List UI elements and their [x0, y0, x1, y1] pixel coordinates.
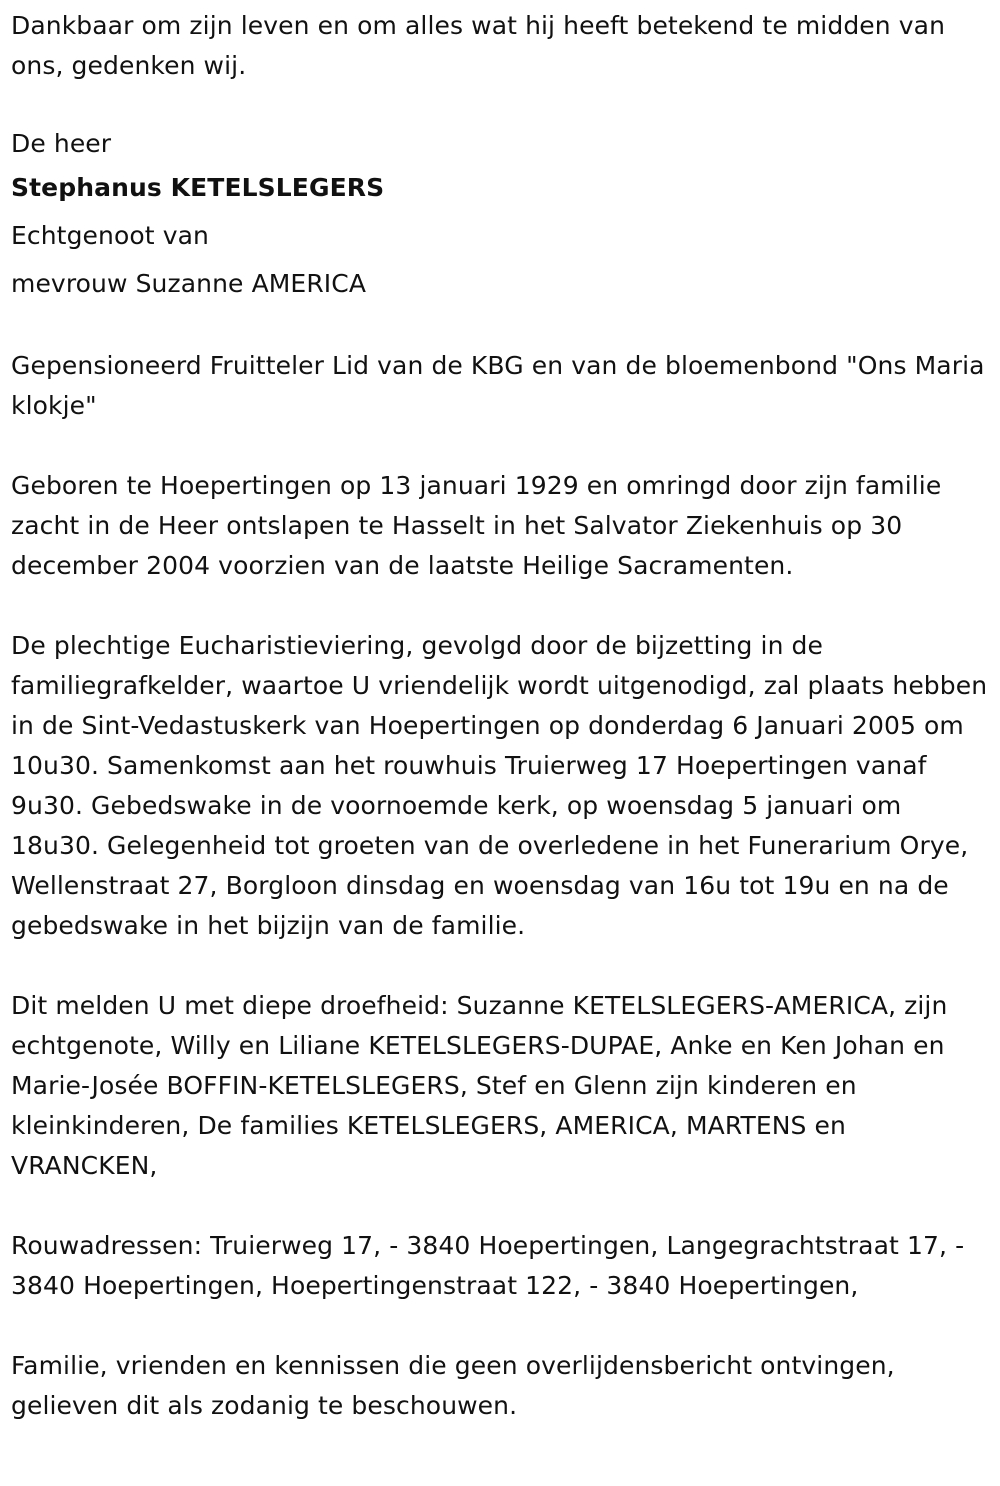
deceased-name: Stephanus KETELSLEGERS — [11, 173, 385, 202]
birth-death-paragraph: Geboren te Hoepertingen op 13 januari 1929 en omringd door zijn familie zacht in de Heer ontslapen te Hasselt in het Salvator Ziekenhuis op 30 december 2004 voorzien van de laatste Heilige Sacramenten. — [11, 471, 942, 580]
addresses-paragraph: Rouwadressen: Truierweg 17, - 3840 Hoepertingen, Langegrachtstraat 17, - 3840 Hoepertingen, Hoepertingenstraat 122, - 3840 Hoepertingen, — [11, 1231, 965, 1300]
intro-paragraph: Dankbaar om zijn leven en om alles wat hij heeft betekend te midden van ons, gedenken wij. — [11, 11, 946, 80]
closing-paragraph: Familie, vrienden en kennissen die geen overlijdensbericht ontvingen, gelieven dit als zodanig te beschouwen. — [11, 1351, 895, 1420]
spouse-name: mevrouw Suzanne AMERICA — [11, 269, 367, 298]
ceremony-paragraph: De plechtige Eucharistieviering, gevolgd door de bijzetting in de familiegrafkelder, waartoe U vriendelijk wordt uitgenodigd, zal plaats hebben in de Sint-Vedastuskerk van Hoepertingen op donderdag 6 Januari 2005 om 10u30. Samenkomst aan het rouwhuis Truierweg 17 Hoepertingen vanaf 9u30. Gebedswake in de voornoemde kerk, op woensdag 5 januari om 18u30. Gelegenheid tot groeten van de overledene in het Funerarium Orye, Wellenstraat 27, Borgloon dinsdag en woensdag van 16u tot 19u en na de gebedswake in het bijzijn van de familie. — [11, 631, 988, 940]
family-paragraph: Dit melden U met diepe droefheid: Suzanne KETELSLEGERS-AMERICA, zijn echtgenote, Willy en Liliane KETELSLEGERS-DUPAE, Anke en Ken Johan en Marie-Josée BOFFIN-KETELSLEGERS, Stef en Glenn zijn kinderen en kleinkinderen, De families KETELSLEGERS, AMERICA, MARTENS en VRANCKEN, — [11, 991, 948, 1180]
occupation-paragraph: Gepensioneerd Fruitteler Lid van de KBG en van de bloemenbond "Ons Maria klokje" — [11, 351, 985, 420]
obituary-notice — [11, 6, 993, 1426]
spouse-label: Echtgenoot van — [11, 221, 209, 250]
salutation: De heer — [11, 129, 112, 158]
